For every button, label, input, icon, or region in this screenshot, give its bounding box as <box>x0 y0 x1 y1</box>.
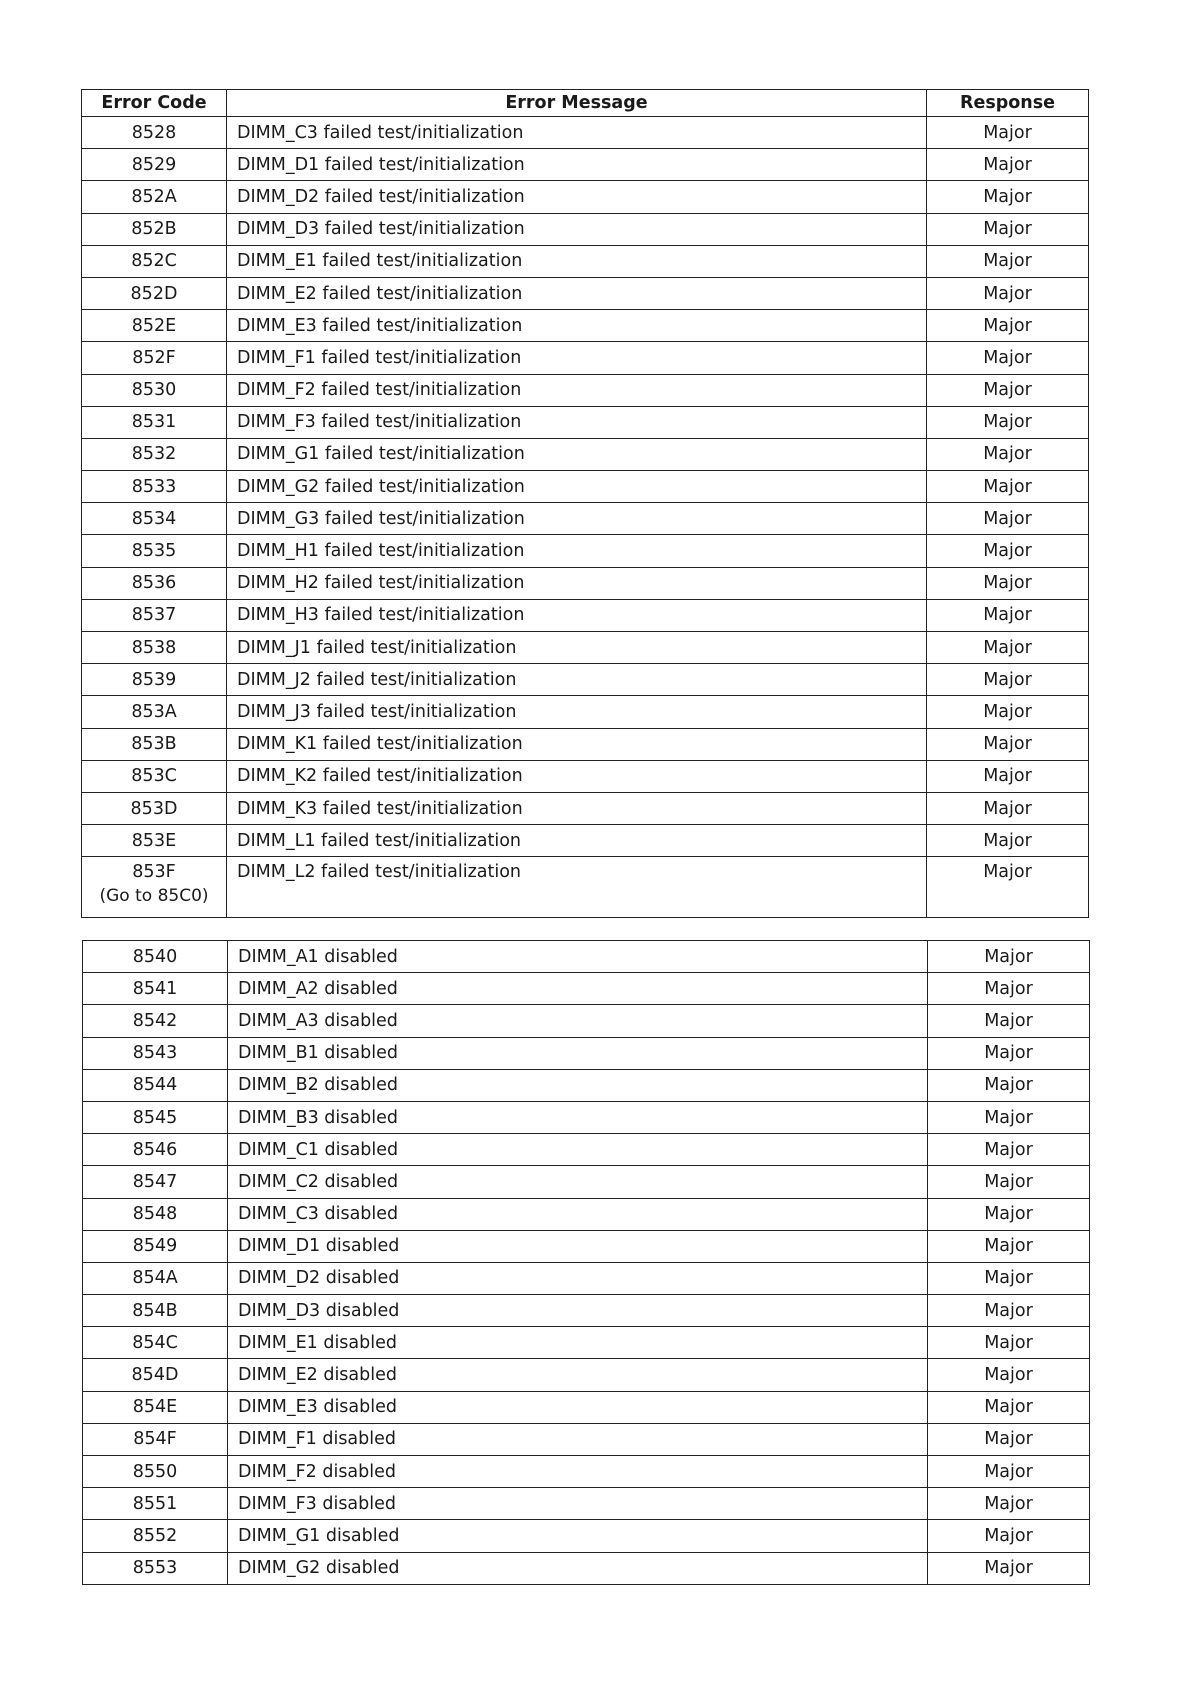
response: Major <box>927 277 1089 309</box>
table-row <box>82 149 1089 181</box>
error-code-cell <box>82 792 227 824</box>
table-row <box>82 792 1089 824</box>
error-message: DIMM_G2 disabled <box>228 1552 928 1584</box>
table-row <box>82 857 1089 918</box>
error-code-cell <box>82 728 227 760</box>
table-row <box>83 1359 1090 1391</box>
response: Major <box>928 1391 1090 1423</box>
error-message: DIMM_G1 failed test/initialization <box>227 438 927 470</box>
error-code: 8552 <box>132 1525 178 1546</box>
error-message: DIMM_G3 failed test/initialization <box>227 503 927 535</box>
error-message: DIMM_H1 failed test/initialization <box>227 535 927 567</box>
error-table-failed <box>81 89 1089 918</box>
table-row <box>83 1198 1090 1230</box>
error-code-cell <box>82 310 227 342</box>
error-code: 8533 <box>131 476 177 497</box>
error-message: DIMM_E3 disabled <box>228 1391 928 1423</box>
response: Major <box>928 1520 1090 1552</box>
error-code: 853A <box>131 701 177 722</box>
error-code-cell <box>83 1488 228 1520</box>
response: Major <box>927 117 1089 149</box>
error-message: DIMM_J1 failed test/initialization <box>227 632 927 664</box>
error-code: 854C <box>132 1332 178 1353</box>
error-code: 8544 <box>132 1075 178 1096</box>
table-row <box>83 1295 1090 1327</box>
error-code: 852E <box>131 315 177 336</box>
response: Major <box>928 1037 1090 1069</box>
table-row <box>83 1037 1090 1069</box>
header-response: Response <box>927 90 1089 117</box>
error-message: DIMM_L2 failed test/initialization <box>227 857 927 918</box>
error-message: DIMM_D3 failed test/initialization <box>227 213 927 245</box>
response: Major <box>928 1552 1090 1584</box>
response: Major <box>928 1069 1090 1101</box>
response: Major <box>928 1327 1090 1359</box>
error-message: DIMM_H2 failed test/initialization <box>227 567 927 599</box>
error-code: 854B <box>132 1300 178 1321</box>
table-row <box>82 181 1089 213</box>
table-row <box>83 1327 1090 1359</box>
error-code-cell <box>83 1552 228 1584</box>
error-code: 8550 <box>132 1461 178 1482</box>
error-code-cell <box>83 1327 228 1359</box>
response: Major <box>927 471 1089 503</box>
error-code: 8534 <box>131 508 177 529</box>
table-row <box>83 1262 1090 1294</box>
error-message: DIMM_J3 failed test/initialization <box>227 696 927 728</box>
error-code-cell <box>82 857 227 918</box>
table-row <box>82 438 1089 470</box>
error-code: 853F <box>132 862 176 883</box>
error-message: DIMM_D2 disabled <box>228 1262 928 1294</box>
error-code: 8532 <box>131 444 177 465</box>
error-code-cell <box>83 1101 228 1133</box>
error-message: DIMM_F2 disabled <box>228 1456 928 1488</box>
table-row <box>82 342 1089 374</box>
error-code: 8538 <box>131 637 177 658</box>
error-code: 8553 <box>132 1558 178 1579</box>
error-code-cell <box>82 632 227 664</box>
response: Major <box>928 973 1090 1005</box>
error-code-cell <box>83 1262 228 1294</box>
table-row <box>83 1166 1090 1198</box>
error-message: DIMM_E2 failed test/initialization <box>227 277 927 309</box>
table-row <box>82 471 1089 503</box>
error-code: 853E <box>131 830 177 851</box>
error-code: 854F <box>133 1429 177 1450</box>
error-message: DIMM_B2 disabled <box>228 1069 928 1101</box>
error-message: DIMM_C2 disabled <box>228 1166 928 1198</box>
table-row <box>82 406 1089 438</box>
error-code-cell <box>82 374 227 406</box>
error-code-cell <box>82 696 227 728</box>
error-message: DIMM_C1 disabled <box>228 1134 928 1166</box>
response: Major <box>927 503 1089 535</box>
table-row <box>82 535 1089 567</box>
error-code: 8542 <box>132 1010 178 1031</box>
error-code-cell <box>82 825 227 857</box>
error-code-cell <box>82 503 227 535</box>
error-code: 8545 <box>132 1107 178 1128</box>
error-code: 8537 <box>131 605 177 626</box>
response: Major <box>927 728 1089 760</box>
table-header-row <box>82 90 1089 117</box>
table-row <box>83 1391 1090 1423</box>
response: Major <box>928 1456 1090 1488</box>
error-code-cell <box>82 567 227 599</box>
table-row <box>82 664 1089 696</box>
table-row <box>82 277 1089 309</box>
error-code-cell <box>83 1520 228 1552</box>
response: Major <box>927 374 1089 406</box>
table-row <box>83 1069 1090 1101</box>
error-message: DIMM_E2 disabled <box>228 1359 928 1391</box>
table-row <box>83 1423 1090 1455</box>
table-row <box>82 696 1089 728</box>
response: Major <box>927 664 1089 696</box>
table-row <box>83 1101 1090 1133</box>
response: Major <box>928 1359 1090 1391</box>
error-message: DIMM_D1 disabled <box>228 1230 928 1262</box>
error-message: DIMM_B1 disabled <box>228 1037 928 1069</box>
error-code-cell <box>83 1037 228 1069</box>
response: Major <box>928 1166 1090 1198</box>
error-code-cell <box>82 535 227 567</box>
table-row <box>82 117 1089 149</box>
error-message: DIMM_C3 failed test/initialization <box>227 117 927 149</box>
header-error-code: Error Code <box>82 90 227 117</box>
error-code-cell <box>83 1198 228 1230</box>
error-message: DIMM_K1 failed test/initialization <box>227 728 927 760</box>
response: Major <box>928 1198 1090 1230</box>
table-row <box>83 1520 1090 1552</box>
error-message: DIMM_L1 failed test/initialization <box>227 825 927 857</box>
error-code-cell <box>82 471 227 503</box>
error-code: 854D <box>131 1365 179 1386</box>
error-code: 8548 <box>132 1204 178 1225</box>
error-code-cell <box>83 1391 228 1423</box>
error-code: 8535 <box>131 541 177 562</box>
response: Major <box>927 599 1089 631</box>
error-code-cell <box>83 941 228 973</box>
table-row <box>82 567 1089 599</box>
table-row <box>82 374 1089 406</box>
error-message: DIMM_J2 failed test/initialization <box>227 664 927 696</box>
error-code-cell <box>82 664 227 696</box>
error-code-cell <box>83 1359 228 1391</box>
error-code-cell <box>83 1134 228 1166</box>
error-code-cell <box>82 760 227 792</box>
header-error-message: Error Message <box>227 90 927 117</box>
response: Major <box>927 760 1089 792</box>
error-code-cell <box>82 599 227 631</box>
response: Major <box>927 406 1089 438</box>
table-row <box>83 1552 1090 1584</box>
error-message: DIMM_A2 disabled <box>228 973 928 1005</box>
error-message: DIMM_F2 failed test/initialization <box>227 374 927 406</box>
table-row <box>82 825 1089 857</box>
error-code: 852D <box>130 283 178 304</box>
error-code: 852C <box>131 251 177 272</box>
error-code-cell <box>83 1295 228 1327</box>
error-message: DIMM_F3 failed test/initialization <box>227 406 927 438</box>
error-message: DIMM_D1 failed test/initialization <box>227 149 927 181</box>
error-code: 8531 <box>131 412 177 433</box>
error-code: 8529 <box>131 154 177 175</box>
error-code: 8540 <box>132 946 178 967</box>
table-row <box>83 1488 1090 1520</box>
table-row <box>82 245 1089 277</box>
table-row <box>82 728 1089 760</box>
error-code: 854A <box>132 1268 178 1289</box>
response: Major <box>928 1423 1090 1455</box>
response: Major <box>927 245 1089 277</box>
response: Major <box>927 342 1089 374</box>
error-message: DIMM_F1 disabled <box>228 1423 928 1455</box>
error-code: 852A <box>131 186 177 207</box>
error-code-cell <box>82 213 227 245</box>
error-message: DIMM_D2 failed test/initialization <box>227 181 927 213</box>
error-code: 8546 <box>132 1139 178 1160</box>
error-code-cell <box>82 149 227 181</box>
error-message: DIMM_A1 disabled <box>228 941 928 973</box>
error-code-cell <box>83 1456 228 1488</box>
error-code: 8549 <box>132 1236 178 1257</box>
error-code-cell <box>82 117 227 149</box>
response: Major <box>927 857 1089 918</box>
error-message: DIMM_E1 disabled <box>228 1327 928 1359</box>
error-code: 853C <box>131 766 177 787</box>
error-message: DIMM_H3 failed test/initialization <box>227 599 927 631</box>
error-code-cell <box>83 1069 228 1101</box>
response: Major <box>927 825 1089 857</box>
error-code-cell <box>82 277 227 309</box>
error-code: 8543 <box>132 1043 178 1064</box>
table-row <box>83 1456 1090 1488</box>
error-message: DIMM_K2 failed test/initialization <box>227 760 927 792</box>
response: Major <box>928 1230 1090 1262</box>
error-code-cell <box>83 973 228 1005</box>
table-row <box>83 1134 1090 1166</box>
error-message: DIMM_G2 failed test/initialization <box>227 471 927 503</box>
error-code-cell <box>83 1423 228 1455</box>
error-message: DIMM_B3 disabled <box>228 1101 928 1133</box>
table-row <box>82 599 1089 631</box>
response: Major <box>927 149 1089 181</box>
table-row <box>82 503 1089 535</box>
error-code: 854E <box>132 1397 178 1418</box>
response: Major <box>928 1488 1090 1520</box>
error-code: 8536 <box>131 573 177 594</box>
response: Major <box>928 1295 1090 1327</box>
response: Major <box>927 535 1089 567</box>
error-code-cell <box>82 342 227 374</box>
response: Major <box>927 181 1089 213</box>
response: Major <box>928 1134 1090 1166</box>
error-message: DIMM_E1 failed test/initialization <box>227 245 927 277</box>
response: Major <box>928 1262 1090 1294</box>
error-message: DIMM_K3 failed test/initialization <box>227 792 927 824</box>
table-row <box>82 213 1089 245</box>
error-message: DIMM_F3 disabled <box>228 1488 928 1520</box>
response: Major <box>927 567 1089 599</box>
error-code-cell <box>83 1166 228 1198</box>
response: Major <box>927 792 1089 824</box>
error-code-cell <box>82 438 227 470</box>
error-code: 8528 <box>131 122 177 143</box>
error-table-disabled <box>82 940 1090 1585</box>
response: Major <box>928 1101 1090 1133</box>
table-row <box>83 1005 1090 1037</box>
error-message: DIMM_F1 failed test/initialization <box>227 342 927 374</box>
response: Major <box>928 1005 1090 1037</box>
table-row <box>83 1230 1090 1262</box>
response: Major <box>928 941 1090 973</box>
error-code: 8547 <box>132 1171 178 1192</box>
table-row <box>82 632 1089 664</box>
error-message: DIMM_D3 disabled <box>228 1295 928 1327</box>
error-code: 8541 <box>132 978 178 999</box>
error-code: 853B <box>131 734 177 755</box>
table-row <box>83 973 1090 1005</box>
response: Major <box>927 696 1089 728</box>
error-code: 8530 <box>131 380 177 401</box>
table-row <box>83 941 1090 973</box>
response: Major <box>927 310 1089 342</box>
response: Major <box>927 438 1089 470</box>
table-row <box>82 760 1089 792</box>
error-code-cell <box>82 181 227 213</box>
response: Major <box>927 213 1089 245</box>
error-code: 852B <box>131 219 177 240</box>
error-message: DIMM_E3 failed test/initialization <box>227 310 927 342</box>
error-message: DIMM_C3 disabled <box>228 1198 928 1230</box>
error-code: 852F <box>132 347 176 368</box>
table-row <box>82 310 1089 342</box>
error-message: DIMM_G1 disabled <box>228 1520 928 1552</box>
error-code: 853D <box>130 798 178 819</box>
error-message: DIMM_A3 disabled <box>228 1005 928 1037</box>
error-code-cell <box>83 1005 228 1037</box>
error-code-cell <box>83 1230 228 1262</box>
response: Major <box>927 632 1089 664</box>
error-code: 8539 <box>131 669 177 690</box>
error-code-note: (Go to 85C0) <box>99 886 209 907</box>
error-code-cell <box>82 245 227 277</box>
error-code: 8551 <box>132 1493 178 1514</box>
error-code-cell <box>82 406 227 438</box>
